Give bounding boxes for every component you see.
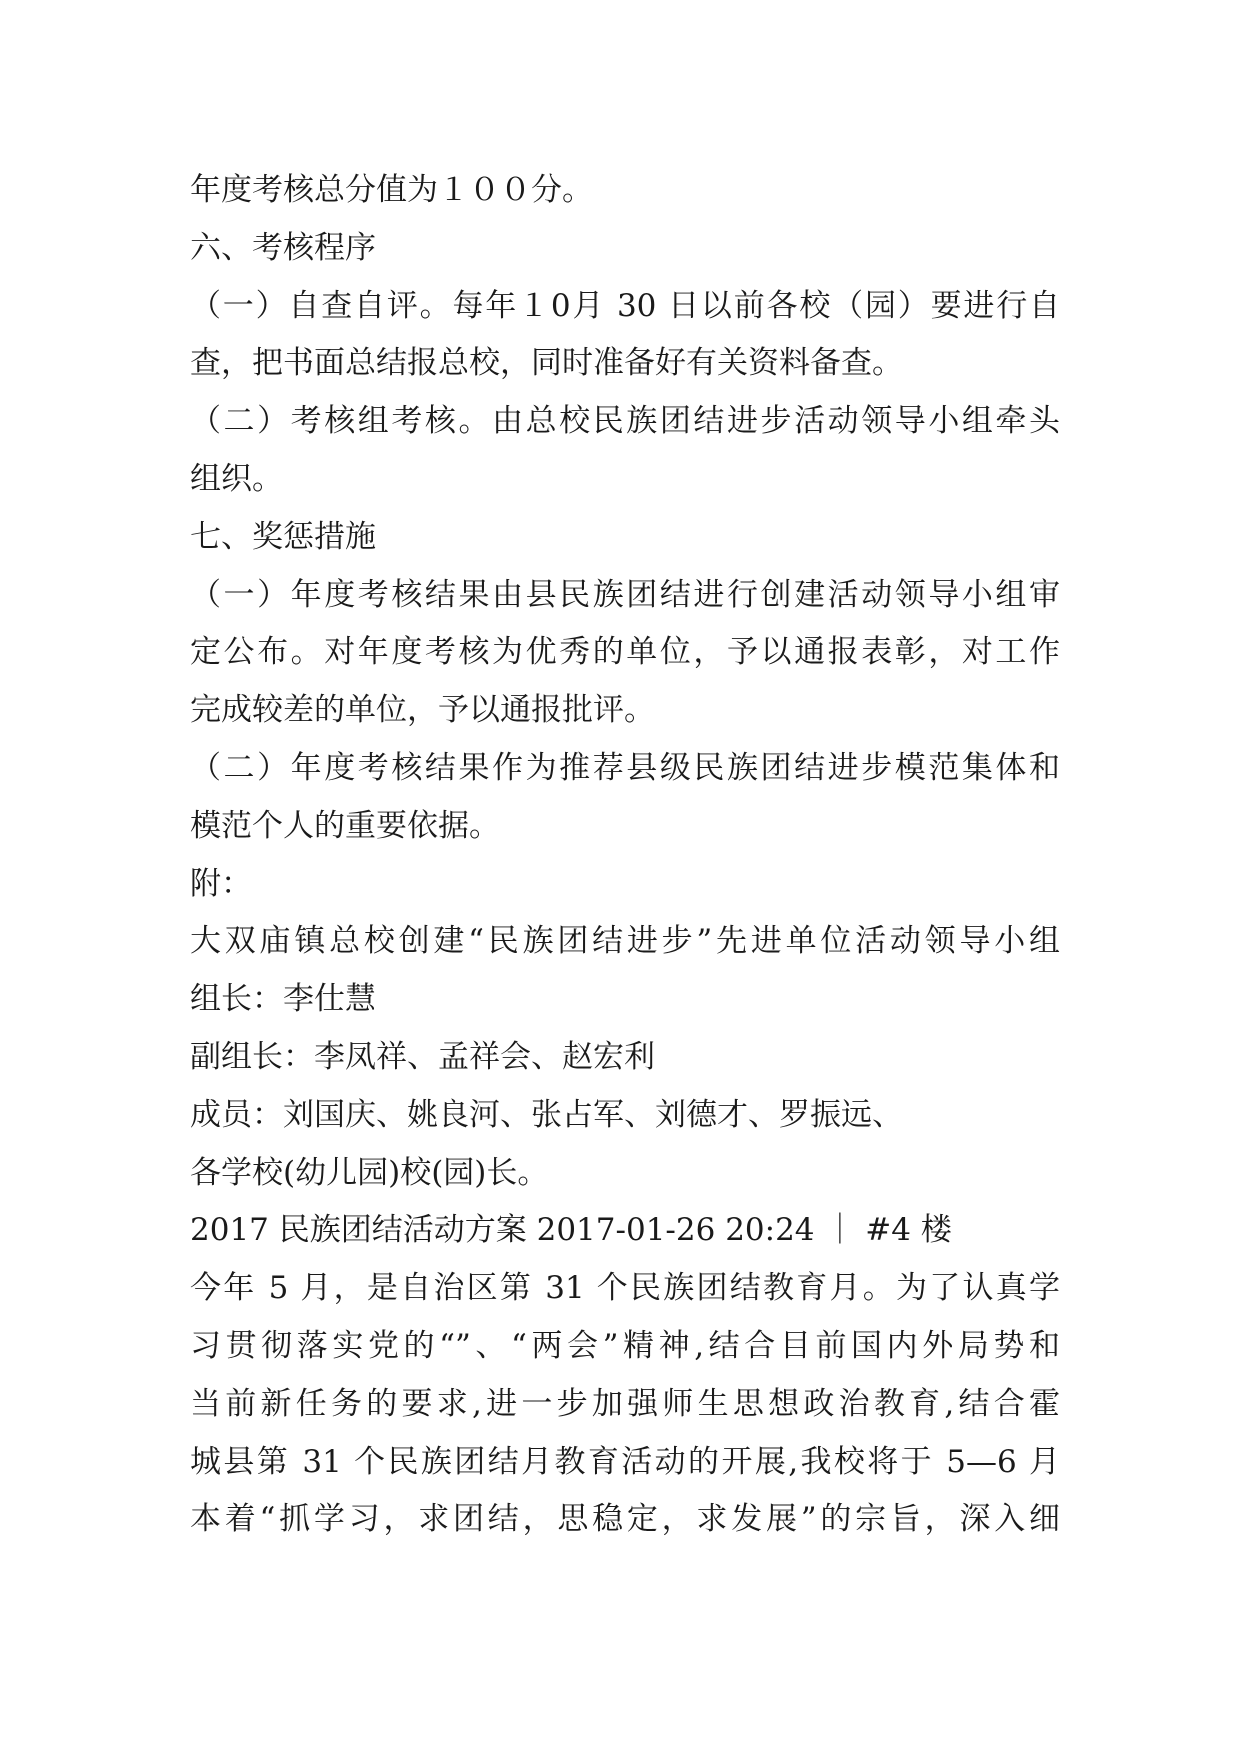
text-line: 大双庙镇总校创建“民族团结进步”先进单位活动领导小组: [190, 923, 1060, 960]
text-line: 习贯彻落实党的“”、“两会”精神,结合目前国内外局势和: [190, 1327, 1060, 1364]
text-line: 城县第 31 个民族团结月教育活动的开展,我校将于 5—6 月: [190, 1443, 1060, 1480]
text-line: 各学校(幼儿园)校(园)长。: [190, 1154, 549, 1191]
text-line: 查，把书面总结报总校，同时准备好有关资料备查。: [190, 345, 903, 382]
text-line: 2017 民族团结活动方案 2017-01-26 20:24 ｜ #4 楼: [190, 1212, 952, 1249]
text-line: 六、考核程序: [190, 229, 376, 266]
text-line: 模范个人的重要依据。: [190, 807, 500, 844]
text-line: 七、奖惩措施: [190, 518, 376, 555]
text-line: 组织。: [190, 460, 283, 497]
text-line: 本着“抓学习，求团结，思稳定，求发展”的宗旨，深入细: [190, 1501, 1060, 1538]
text-line: 副组长：李凤祥、孟祥会、赵宏利: [190, 1038, 655, 1075]
text-line: 年度考核总分值为１００分。: [190, 172, 593, 208]
text-line: （一）自查自评。每年１0月 30 日以前各校（园）要进行自: [190, 287, 1060, 324]
text-line: 附：: [190, 865, 252, 902]
text-line: （二）考核组考核。由总校民族团结进步活动领导小组牵头: [190, 403, 1060, 440]
text-line: 当前新任务的要求,进一步加强师生思想政治教育,结合霍: [190, 1385, 1060, 1422]
text-line: 完成较差的单位，予以通报批评。: [190, 692, 655, 729]
document-body: [190, 162, 1060, 1549]
text-line: 定公布。对年度考核为优秀的单位，予以通报表彰，对工作: [190, 634, 1060, 671]
text-line: 组长：李仕慧: [190, 981, 376, 1018]
text-line: （一）年度考核结果由县民族团结进行创建活动领导小组审: [190, 576, 1060, 613]
document-page: [190, 162, 1060, 1549]
text-line: 今年 5 月，是自治区第 31 个民族团结教育月。为了认真学: [190, 1270, 1060, 1307]
text-line: 成员：刘国庆、姚良河、张占军、刘德才、罗振远、: [190, 1096, 903, 1133]
text-line: （二）年度考核结果作为推荐县级民族团结进步模范集体和: [190, 749, 1060, 786]
